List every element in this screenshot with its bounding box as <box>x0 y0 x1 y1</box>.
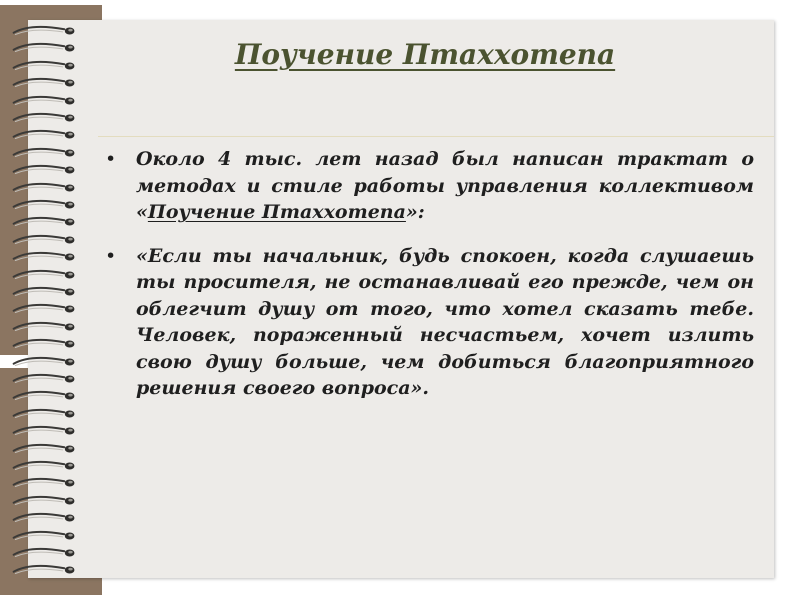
spiral-ring <box>6 285 86 299</box>
quote-text: «Если ты начальник, будь спокоен, когда слушаешь ты просителя, не останавливай его прежде, чем он облегчит душу от того, что хотел сказать тебе. Человек, пораженный несчастьем, хочет излить свою душу больше, чем добиться благоприятного решения своего вопроса». <box>136 244 754 399</box>
spiral-ring <box>6 494 86 508</box>
spiral-ring <box>6 407 86 421</box>
spiral-ring <box>6 320 86 334</box>
spiral-ring <box>6 94 86 108</box>
spiral-ring <box>6 442 86 456</box>
spiral-ring <box>6 372 86 386</box>
spiral-ring <box>6 546 86 560</box>
bullet-text-suffix: »: <box>405 201 425 223</box>
spiral-ring <box>6 424 86 438</box>
title-divider <box>98 136 774 137</box>
bullet-item-quote <box>104 243 754 402</box>
bullet-icon: • <box>105 244 117 267</box>
spiral-ring <box>6 511 86 525</box>
treatise-title: Поучение Птаххотепа <box>147 201 406 223</box>
spiral-ring <box>6 268 86 282</box>
spiral-ring <box>6 24 86 38</box>
spiral-ring <box>6 181 86 195</box>
spiral-ring <box>6 529 86 543</box>
spiral-ring <box>6 389 86 403</box>
spiral-ring <box>6 111 86 125</box>
spiral-ring <box>6 476 86 490</box>
bullet-text-prefix: Около 4 тыс. лет назад был написан трактат о методах и стиле работы управления коллективом « <box>136 148 754 223</box>
spiral-ring <box>6 163 86 177</box>
spiral-ring <box>6 76 86 90</box>
spiral-ring <box>6 337 86 351</box>
spiral-ring <box>6 250 86 264</box>
spiral-ring <box>6 146 86 160</box>
spiral-ring <box>6 459 86 473</box>
slide-title: Поучение Птаххотепа <box>234 38 616 71</box>
spiral-ring <box>6 563 86 577</box>
slide-body <box>104 146 754 419</box>
spiral-ring <box>6 355 86 369</box>
spiral-ring <box>6 215 86 229</box>
bullet-icon: • <box>105 148 117 170</box>
spiral-ring <box>6 128 86 142</box>
spiral-ring <box>6 302 86 316</box>
spiral-ring <box>6 198 86 212</box>
spiral-ring <box>6 233 86 247</box>
bullet-item-intro <box>104 146 754 226</box>
